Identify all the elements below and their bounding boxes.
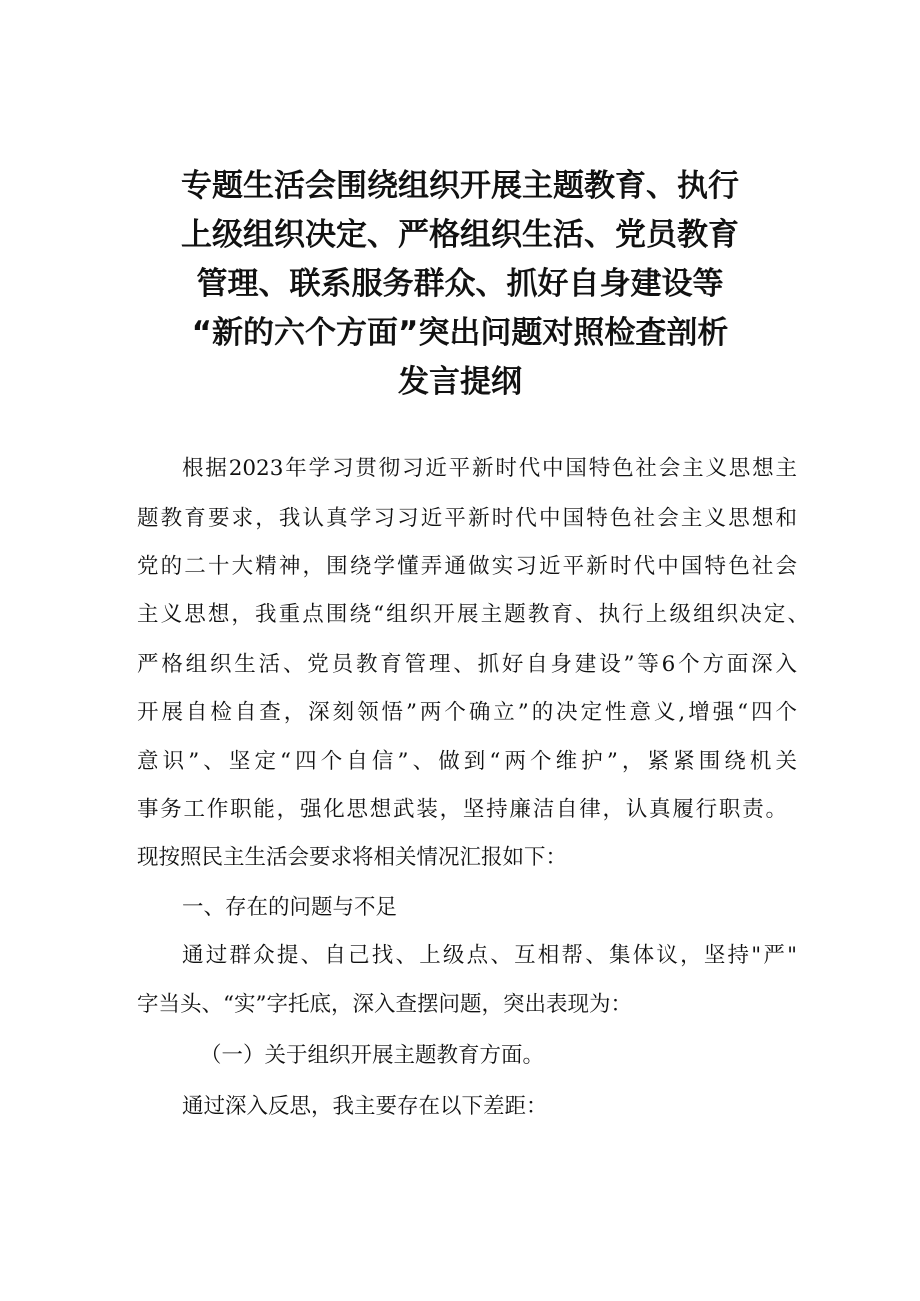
intro-line-4: 主义思想，我重点围绕“组织开展主题教育、执行上级组织决定、	[137, 602, 809, 627]
title-line-3: 管理、联系服务群众、抓好自身建设等	[196, 266, 724, 302]
subsection-lead: 通过深入反思，我主要存在以下差距：	[182, 1094, 548, 1119]
intro-line-7: 意识”、坚定“四个自信”、做到“两个维护”，紧紧围绕机关	[137, 749, 797, 774]
section-line-1: 通过群众提、自己找、上级点、互相帮、集体议，坚持"严"	[182, 943, 797, 968]
title-line-2: 上级组织决定、严格组织生活、党员教育	[181, 217, 739, 253]
document-title	[120, 162, 800, 407]
intro-line-1: 根据2023年学习贯彻习近平新时代中国特色社会主义思想主	[182, 456, 797, 481]
subsection-heading-theme-education: （一）关于组织开展主题教育方面。	[200, 1043, 545, 1068]
title-line-5: 发言提纲	[398, 364, 522, 400]
intro-line-3: 党的二十大精神，围绕学懂弄通做实习近平新时代中国特色社会	[137, 554, 797, 579]
intro-line-2: 题教育要求，我认真学习习近平新时代中国特色社会主义思想和	[137, 506, 797, 531]
title-line-1: 专题生活会围绕组织开展主题教育、执行	[181, 168, 739, 204]
intro-line-6: 开展自检自查，深刻领悟”两个确立”的决定性意义,增强“四个	[137, 700, 797, 725]
section-heading-problems: 一、存在的问题与不足	[182, 895, 398, 920]
intro-line-9: 现按照民主生活会要求将相关情况汇报如下：	[137, 845, 568, 870]
intro-line-5: 严格组织生活、党员教育管理、抓好自身建设”等6个方面深入	[137, 652, 797, 677]
intro-line-8: 事务工作职能，强化思想武装，坚持廉洁自律，认真履行职责。	[137, 797, 787, 822]
title-line-4: “新的六个方面”突出问题对照检查剖析	[191, 315, 729, 351]
section-line-2: 字当头、“实”字托底，深入查摆问题，突出表现为：	[137, 992, 632, 1017]
